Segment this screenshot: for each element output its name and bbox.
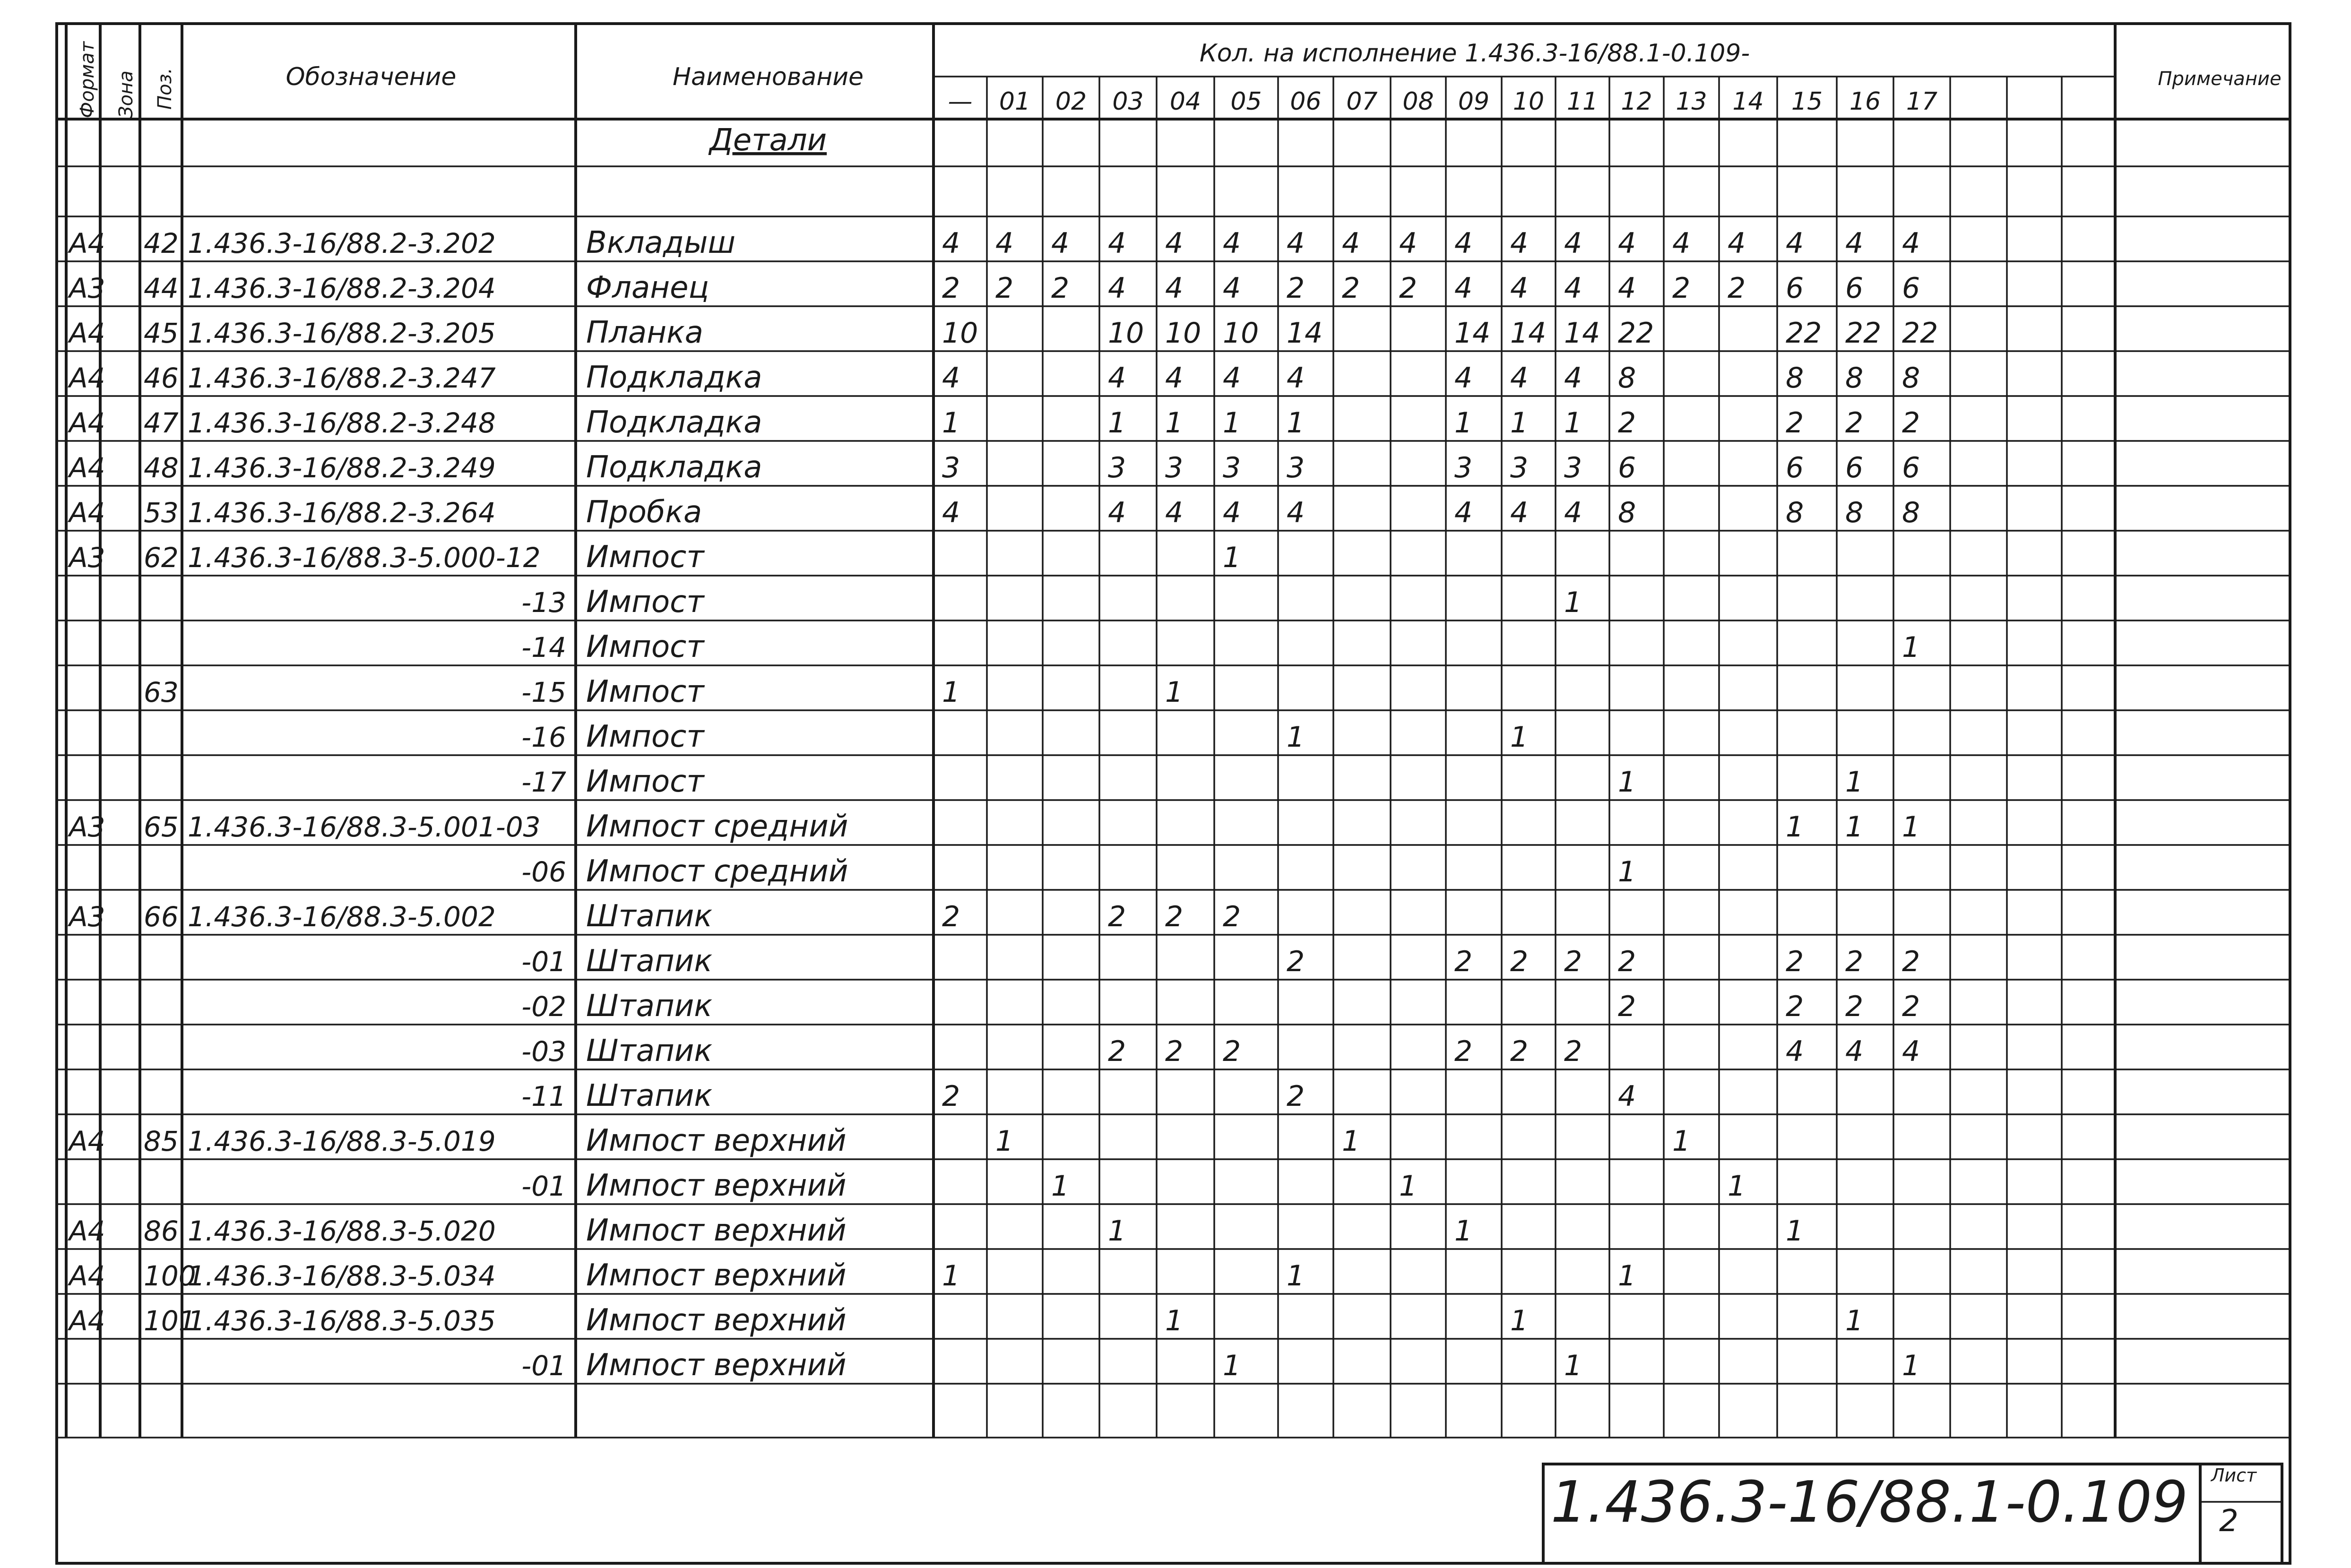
- row-qty: 10: [1165, 317, 1201, 350]
- header-zone: Зона: [115, 70, 137, 118]
- row-qty: 4: [1618, 272, 1636, 305]
- variant-header: 04: [1169, 87, 1201, 116]
- header-qty-title: Кол. на исполнение 1.436.3-16/88.1-0.109-: [1199, 39, 1750, 68]
- row-designation: 1.436.3-16/88.2-3.202: [188, 227, 496, 259]
- row-qty: 4: [1902, 1035, 1920, 1068]
- title-block: [1543, 1464, 2282, 1563]
- row-qty: 4: [1287, 227, 1305, 260]
- row-name: Импост: [586, 585, 704, 620]
- row-qty: 1: [1510, 721, 1529, 754]
- row-designation: 1.436.3-16/88.2-3.249: [188, 452, 496, 484]
- row-qty: 22: [1786, 317, 1822, 350]
- row-qty: 2: [1845, 406, 1864, 439]
- row-name: Импост средний: [586, 854, 848, 889]
- table-row: [521, 989, 1920, 1024]
- row-designation: 1.436.3-16/88.3-5.034: [188, 1260, 496, 1292]
- row-qty: 2: [1618, 406, 1636, 439]
- table-row: [67, 450, 1920, 485]
- table-row: [67, 360, 1920, 395]
- header-designation: Обозначение: [285, 63, 457, 91]
- row-qty: 2: [1902, 406, 1920, 439]
- row-qty: 10: [1223, 317, 1259, 350]
- row-name: Штапик: [586, 1034, 713, 1068]
- row-qty: 2: [1564, 1035, 1582, 1068]
- row-qty: 2: [1108, 900, 1126, 933]
- row-qty: 14: [1287, 317, 1323, 350]
- row-qty: 4: [1786, 1035, 1804, 1068]
- row-qty: 6: [1786, 272, 1804, 305]
- row-qty: 4: [942, 496, 960, 529]
- table-row: [521, 1078, 1636, 1113]
- row-qty: 4: [1902, 227, 1920, 260]
- row-format: А4: [69, 317, 105, 349]
- row-designation: 1.436.3-16/88.2-3.205: [188, 317, 496, 349]
- row-qty: 4: [1510, 362, 1529, 395]
- row-qty: 2: [1223, 900, 1241, 933]
- row-designation: 1.436.3-16/88.3-5.001-03: [188, 811, 541, 843]
- row-qty: 1: [1902, 631, 1920, 664]
- row-format: А3: [69, 542, 105, 574]
- row-qty: 8: [1618, 496, 1636, 529]
- row-qty: 4: [942, 362, 960, 395]
- row-name: Импост верхний: [586, 1348, 847, 1383]
- row-qty: 8: [1845, 496, 1864, 529]
- row-qty: 2: [1728, 272, 1746, 305]
- variant-header: —: [948, 87, 973, 116]
- row-qty: 3: [1108, 451, 1126, 484]
- row-qty: 2: [1108, 1035, 1126, 1068]
- row-qty: 4: [1287, 362, 1305, 395]
- table-row: [521, 854, 1636, 889]
- row-qty: 1: [1223, 541, 1241, 574]
- row-qty: 2: [1287, 1080, 1305, 1113]
- row-qty: 2: [942, 1080, 960, 1113]
- row-name: Импост верхний: [586, 1168, 847, 1203]
- row-qty: 4: [1108, 272, 1126, 305]
- row-name: Импост: [586, 629, 704, 664]
- row-position: 86: [144, 1215, 179, 1247]
- row-qty: 4: [1728, 227, 1746, 260]
- row-qty: 4: [1454, 272, 1473, 305]
- row-qty: 1: [995, 1125, 1014, 1158]
- row-position: 62: [144, 542, 179, 574]
- row-name: Импост верхний: [586, 1123, 847, 1158]
- table-row: [67, 1123, 1690, 1158]
- row-qty: 1: [1728, 1170, 1746, 1203]
- row-qty: 4: [1564, 362, 1582, 395]
- row-qty: 4: [1564, 272, 1582, 305]
- variant-header: 11: [1566, 87, 1599, 116]
- row-name: Вкладыш: [586, 225, 736, 260]
- row-qty: 1: [1902, 1349, 1920, 1382]
- table-row: [67, 405, 1920, 440]
- row-name: Импост верхний: [586, 1258, 847, 1293]
- row-qty: 4: [1165, 272, 1184, 305]
- row-qty: 1: [1618, 1259, 1636, 1292]
- row-name: Подкладка: [586, 360, 762, 395]
- row-qty: 2: [1454, 945, 1473, 978]
- row-format: А4: [69, 1215, 105, 1247]
- row-qty: 1: [1165, 406, 1184, 439]
- row-qty: 6: [1618, 451, 1636, 484]
- row-qty: 3: [1287, 451, 1305, 484]
- row-qty: 22: [1618, 317, 1654, 350]
- row-position: 100: [144, 1260, 196, 1292]
- table-row: [521, 719, 1528, 754]
- table-row: [521, 764, 1863, 799]
- row-qty: 3: [1510, 451, 1529, 484]
- row-designation: -01: [521, 946, 566, 978]
- row-qty: 4: [1223, 227, 1241, 260]
- document-code: 1.436.3-16/88.1-0.109: [1550, 1470, 2188, 1535]
- row-qty: 1: [1672, 1125, 1691, 1158]
- row-qty: 1: [942, 1259, 960, 1292]
- row-qty: 2: [1051, 272, 1070, 305]
- row-position: 45: [144, 317, 179, 349]
- row-qty: 4: [995, 227, 1014, 260]
- row-qty: 6: [1902, 272, 1920, 305]
- row-qty: 1: [1051, 1170, 1070, 1203]
- row-qty: 2: [1845, 990, 1864, 1023]
- table-row: [67, 270, 1920, 305]
- row-format: А4: [69, 407, 105, 439]
- row-qty: 8: [1786, 496, 1804, 529]
- row-qty: 1: [1287, 1259, 1305, 1292]
- row-format: А4: [69, 1125, 105, 1157]
- row-qty: 1: [1454, 406, 1473, 439]
- row-qty: 4: [1223, 496, 1241, 529]
- sheet-number: 2: [2219, 1504, 2239, 1539]
- sheet-label: Лист: [2211, 1465, 2257, 1486]
- table-row: [67, 225, 1920, 260]
- row-qty: 4: [1510, 227, 1529, 260]
- table-row: [144, 674, 1183, 709]
- row-qty: 3: [1454, 451, 1473, 484]
- row-qty: 4: [1051, 227, 1070, 260]
- row-qty: 4: [1108, 362, 1126, 395]
- row-qty: 2: [1564, 945, 1582, 978]
- row-qty: 4: [1786, 227, 1804, 260]
- row-qty: 8: [1902, 362, 1920, 395]
- row-name: Пробка: [586, 495, 702, 530]
- row-name: Штапик: [586, 1078, 713, 1113]
- table-row: [67, 495, 1920, 530]
- row-qty: 1: [1399, 1170, 1418, 1203]
- variant-header: 06: [1290, 87, 1322, 116]
- row-qty: 1: [1108, 406, 1126, 439]
- row-name: Импост: [586, 719, 704, 754]
- row-qty: 4: [1618, 227, 1636, 260]
- table-row: [521, 1348, 1920, 1383]
- row-qty: 4: [1108, 227, 1126, 260]
- variant-header: 12: [1621, 87, 1652, 116]
- header-note: Примечание: [2158, 68, 2282, 90]
- variant-header: 09: [1458, 87, 1490, 116]
- row-name: Импост верхний: [586, 1303, 847, 1338]
- table-row: [521, 1034, 1920, 1068]
- row-designation: 1.436.3-16/88.2-3.264: [188, 497, 496, 529]
- row-designation: 1.436.3-16/88.2-3.204: [188, 272, 496, 304]
- row-qty: 2: [942, 272, 960, 305]
- row-position: 42: [144, 227, 179, 259]
- header-pos: Поз.: [154, 68, 176, 110]
- row-qty: 1: [1510, 406, 1529, 439]
- row-qty: 8: [1845, 362, 1864, 395]
- row-qty: 4: [1454, 227, 1473, 260]
- row-qty: 4: [1510, 272, 1529, 305]
- table-row: [67, 1258, 1636, 1293]
- row-qty: 4: [1108, 496, 1126, 529]
- row-qty: 14: [1510, 317, 1547, 350]
- table-row: [67, 315, 1938, 350]
- row-qty: 4: [1287, 496, 1305, 529]
- row-name: Штапик: [586, 989, 713, 1024]
- row-position: 65: [144, 811, 179, 843]
- row-qty: 14: [1564, 317, 1600, 350]
- row-qty: 1: [1618, 855, 1636, 888]
- row-name: Импост: [586, 540, 704, 575]
- header-format: Формат: [77, 41, 98, 118]
- row-qty: 2: [1786, 945, 1804, 978]
- row-format: А4: [69, 497, 105, 529]
- variant-header: 03: [1112, 87, 1144, 116]
- row-position: 66: [144, 901, 179, 933]
- row-qty: 4: [1223, 272, 1241, 305]
- table-body: [67, 225, 1938, 1383]
- row-position: 46: [144, 362, 179, 394]
- row-qty: 2: [1510, 1035, 1529, 1068]
- variant-header: 01: [999, 87, 1031, 116]
- variant-header: 13: [1676, 87, 1707, 116]
- variant-header: 10: [1513, 87, 1545, 116]
- row-qty: 2: [1618, 945, 1636, 978]
- row-format: А3: [69, 811, 105, 843]
- row-designation: -15: [521, 676, 566, 708]
- row-qty: 2: [1342, 272, 1360, 305]
- row-position: 63: [144, 676, 179, 708]
- row-name: Штапик: [586, 899, 713, 934]
- row-designation: 1.436.3-16/88.3-5.035: [188, 1305, 496, 1337]
- row-qty: 1: [1342, 1125, 1360, 1158]
- row-qty: 1: [1223, 1349, 1241, 1382]
- variant-header: 02: [1055, 87, 1087, 116]
- row-qty: 6: [1845, 451, 1864, 484]
- row-qty: 3: [1165, 451, 1184, 484]
- variant-header: 14: [1732, 87, 1764, 116]
- row-position: 101: [144, 1305, 196, 1337]
- row-qty: 4: [1454, 496, 1473, 529]
- row-name: Импост средний: [586, 809, 848, 844]
- row-name: Подкладка: [586, 405, 762, 440]
- row-qty: 2: [1618, 990, 1636, 1023]
- section-title: Детали: [709, 123, 827, 158]
- row-designation: -13: [521, 586, 566, 619]
- row-designation: -01: [521, 1170, 566, 1202]
- row-qty: 14: [1454, 317, 1491, 350]
- row-qty: 1: [942, 406, 960, 439]
- row-qty: 1: [1165, 676, 1184, 709]
- row-qty: 1: [1618, 766, 1636, 799]
- row-name: Штапик: [586, 944, 713, 979]
- row-qty: 2: [1902, 990, 1920, 1023]
- row-qty: 22: [1845, 317, 1882, 350]
- row-qty: 2: [1672, 272, 1691, 305]
- row-qty: 2: [995, 272, 1014, 305]
- row-name: Импост: [586, 674, 704, 709]
- row-qty: 4: [1564, 496, 1582, 529]
- row-qty: 4: [1510, 496, 1529, 529]
- variant-header: 05: [1230, 87, 1262, 116]
- row-designation: -06: [521, 856, 566, 888]
- row-designation: -03: [521, 1035, 566, 1068]
- row-qty: 10: [1108, 317, 1144, 350]
- row-qty: 1: [1287, 721, 1305, 754]
- row-designation: 1.436.3-16/88.3-5.019: [188, 1125, 496, 1157]
- row-name: Фланец: [586, 270, 709, 305]
- table-row: [67, 1213, 1804, 1248]
- row-designation: -02: [521, 991, 566, 1023]
- table-row: [67, 540, 1241, 575]
- row-qty: 3: [942, 451, 960, 484]
- row-designation: -11: [521, 1080, 566, 1112]
- row-qty: 1: [1165, 1304, 1184, 1337]
- row-qty: 2: [1902, 945, 1920, 978]
- row-qty: 1: [1564, 586, 1582, 619]
- row-qty: 1: [1454, 1215, 1473, 1248]
- table-row: [521, 1168, 1746, 1203]
- row-position: 85: [144, 1125, 179, 1157]
- row-qty: 1: [942, 676, 960, 709]
- row-position: 44: [144, 272, 179, 304]
- row-name: Импост: [586, 764, 704, 799]
- row-name: Импост верхний: [586, 1213, 847, 1248]
- row-qty: 1: [1510, 1304, 1529, 1337]
- row-designation: -01: [521, 1350, 566, 1382]
- variant-header: 08: [1402, 87, 1434, 116]
- row-qty: 2: [1399, 272, 1418, 305]
- row-qty: 6: [1845, 272, 1864, 305]
- table-row: [521, 585, 1582, 620]
- row-qty: 2: [1287, 272, 1305, 305]
- row-qty: 2: [1223, 1035, 1241, 1068]
- variant-header: 15: [1791, 87, 1823, 116]
- row-qty: 1: [1564, 1349, 1582, 1382]
- row-qty: 1: [1845, 810, 1864, 844]
- table-row: [521, 629, 1920, 664]
- row-qty: 10: [942, 317, 978, 350]
- table-row: [67, 899, 1241, 934]
- row-qty: 4: [1845, 227, 1864, 260]
- row-format: А3: [69, 901, 105, 933]
- row-qty: 1: [1287, 406, 1305, 439]
- row-qty: 1: [1108, 1215, 1126, 1248]
- row-qty: 22: [1902, 317, 1938, 350]
- row-qty: 3: [1564, 451, 1582, 484]
- header-name: Наименование: [672, 63, 864, 91]
- variant-headers: [948, 87, 1938, 116]
- row-qty: 4: [1165, 227, 1184, 260]
- row-position: 53: [144, 497, 179, 529]
- row-qty: 6: [1786, 451, 1804, 484]
- variant-header: 16: [1849, 87, 1881, 116]
- row-designation: 1.436.3-16/88.2-3.248: [188, 407, 496, 439]
- row-format: А3: [69, 272, 105, 304]
- row-qty: 1: [1786, 1215, 1804, 1248]
- row-qty: 1: [1564, 406, 1582, 439]
- row-designation: 1.436.3-16/88.2-3.247: [188, 362, 496, 394]
- row-qty: 4: [1564, 227, 1582, 260]
- row-name: Планка: [586, 315, 703, 350]
- row-qty: 2: [942, 900, 960, 933]
- row-designation: 1.436.3-16/88.3-5.002: [188, 901, 496, 933]
- row-designation: -17: [521, 766, 566, 798]
- row-designation: -14: [521, 631, 566, 663]
- row-format: А4: [69, 1260, 105, 1292]
- row-name: Подкладка: [586, 450, 762, 485]
- row-format: А4: [69, 1305, 105, 1337]
- row-qty: 1: [1845, 1304, 1864, 1337]
- row-qty: 2: [1786, 406, 1804, 439]
- table-row: [67, 809, 1920, 844]
- row-qty: 6: [1902, 451, 1920, 484]
- row-format: А4: [69, 227, 105, 259]
- variant-header: 17: [1906, 87, 1938, 116]
- row-qty: 2: [1510, 945, 1529, 978]
- row-qty: 2: [1454, 1035, 1473, 1068]
- row-designation: 1.436.3-16/88.3-5.020: [188, 1215, 496, 1247]
- row-designation: -16: [521, 721, 566, 753]
- row-qty: 4: [1399, 227, 1418, 260]
- row-qty: 4: [1165, 496, 1184, 529]
- row-qty: 1: [1223, 406, 1241, 439]
- table-row: [521, 944, 1920, 979]
- table-row: [67, 1303, 1863, 1338]
- row-qty: 1: [1845, 766, 1864, 799]
- row-position: 48: [144, 452, 179, 484]
- row-qty: 4: [942, 227, 960, 260]
- variant-header: 07: [1346, 87, 1378, 116]
- row-qty: 4: [1223, 362, 1241, 395]
- row-qty: 4: [1342, 227, 1360, 260]
- row-qty: 2: [1786, 990, 1804, 1023]
- row-qty: 8: [1902, 496, 1920, 529]
- row-qty: 4: [1618, 1080, 1636, 1113]
- row-format: А4: [69, 362, 105, 394]
- row-designation: 1.436.3-16/88.3-5.000-12: [188, 542, 541, 574]
- row-qty: 8: [1786, 362, 1804, 395]
- row-qty: 4: [1454, 362, 1473, 395]
- row-qty: 4: [1845, 1035, 1864, 1068]
- row-qty: 1: [1902, 810, 1920, 844]
- row-qty: 2: [1287, 945, 1305, 978]
- row-qty: 3: [1223, 451, 1241, 484]
- row-qty: 1: [1786, 810, 1804, 844]
- row-qty: 2: [1845, 945, 1864, 978]
- row-qty: 4: [1165, 362, 1184, 395]
- row-qty: 2: [1165, 900, 1184, 933]
- row-qty: 2: [1165, 1035, 1184, 1068]
- row-position: 47: [144, 407, 179, 439]
- row-qty: 8: [1618, 362, 1636, 395]
- row-qty: 4: [1672, 227, 1691, 260]
- row-format: А4: [69, 452, 105, 484]
